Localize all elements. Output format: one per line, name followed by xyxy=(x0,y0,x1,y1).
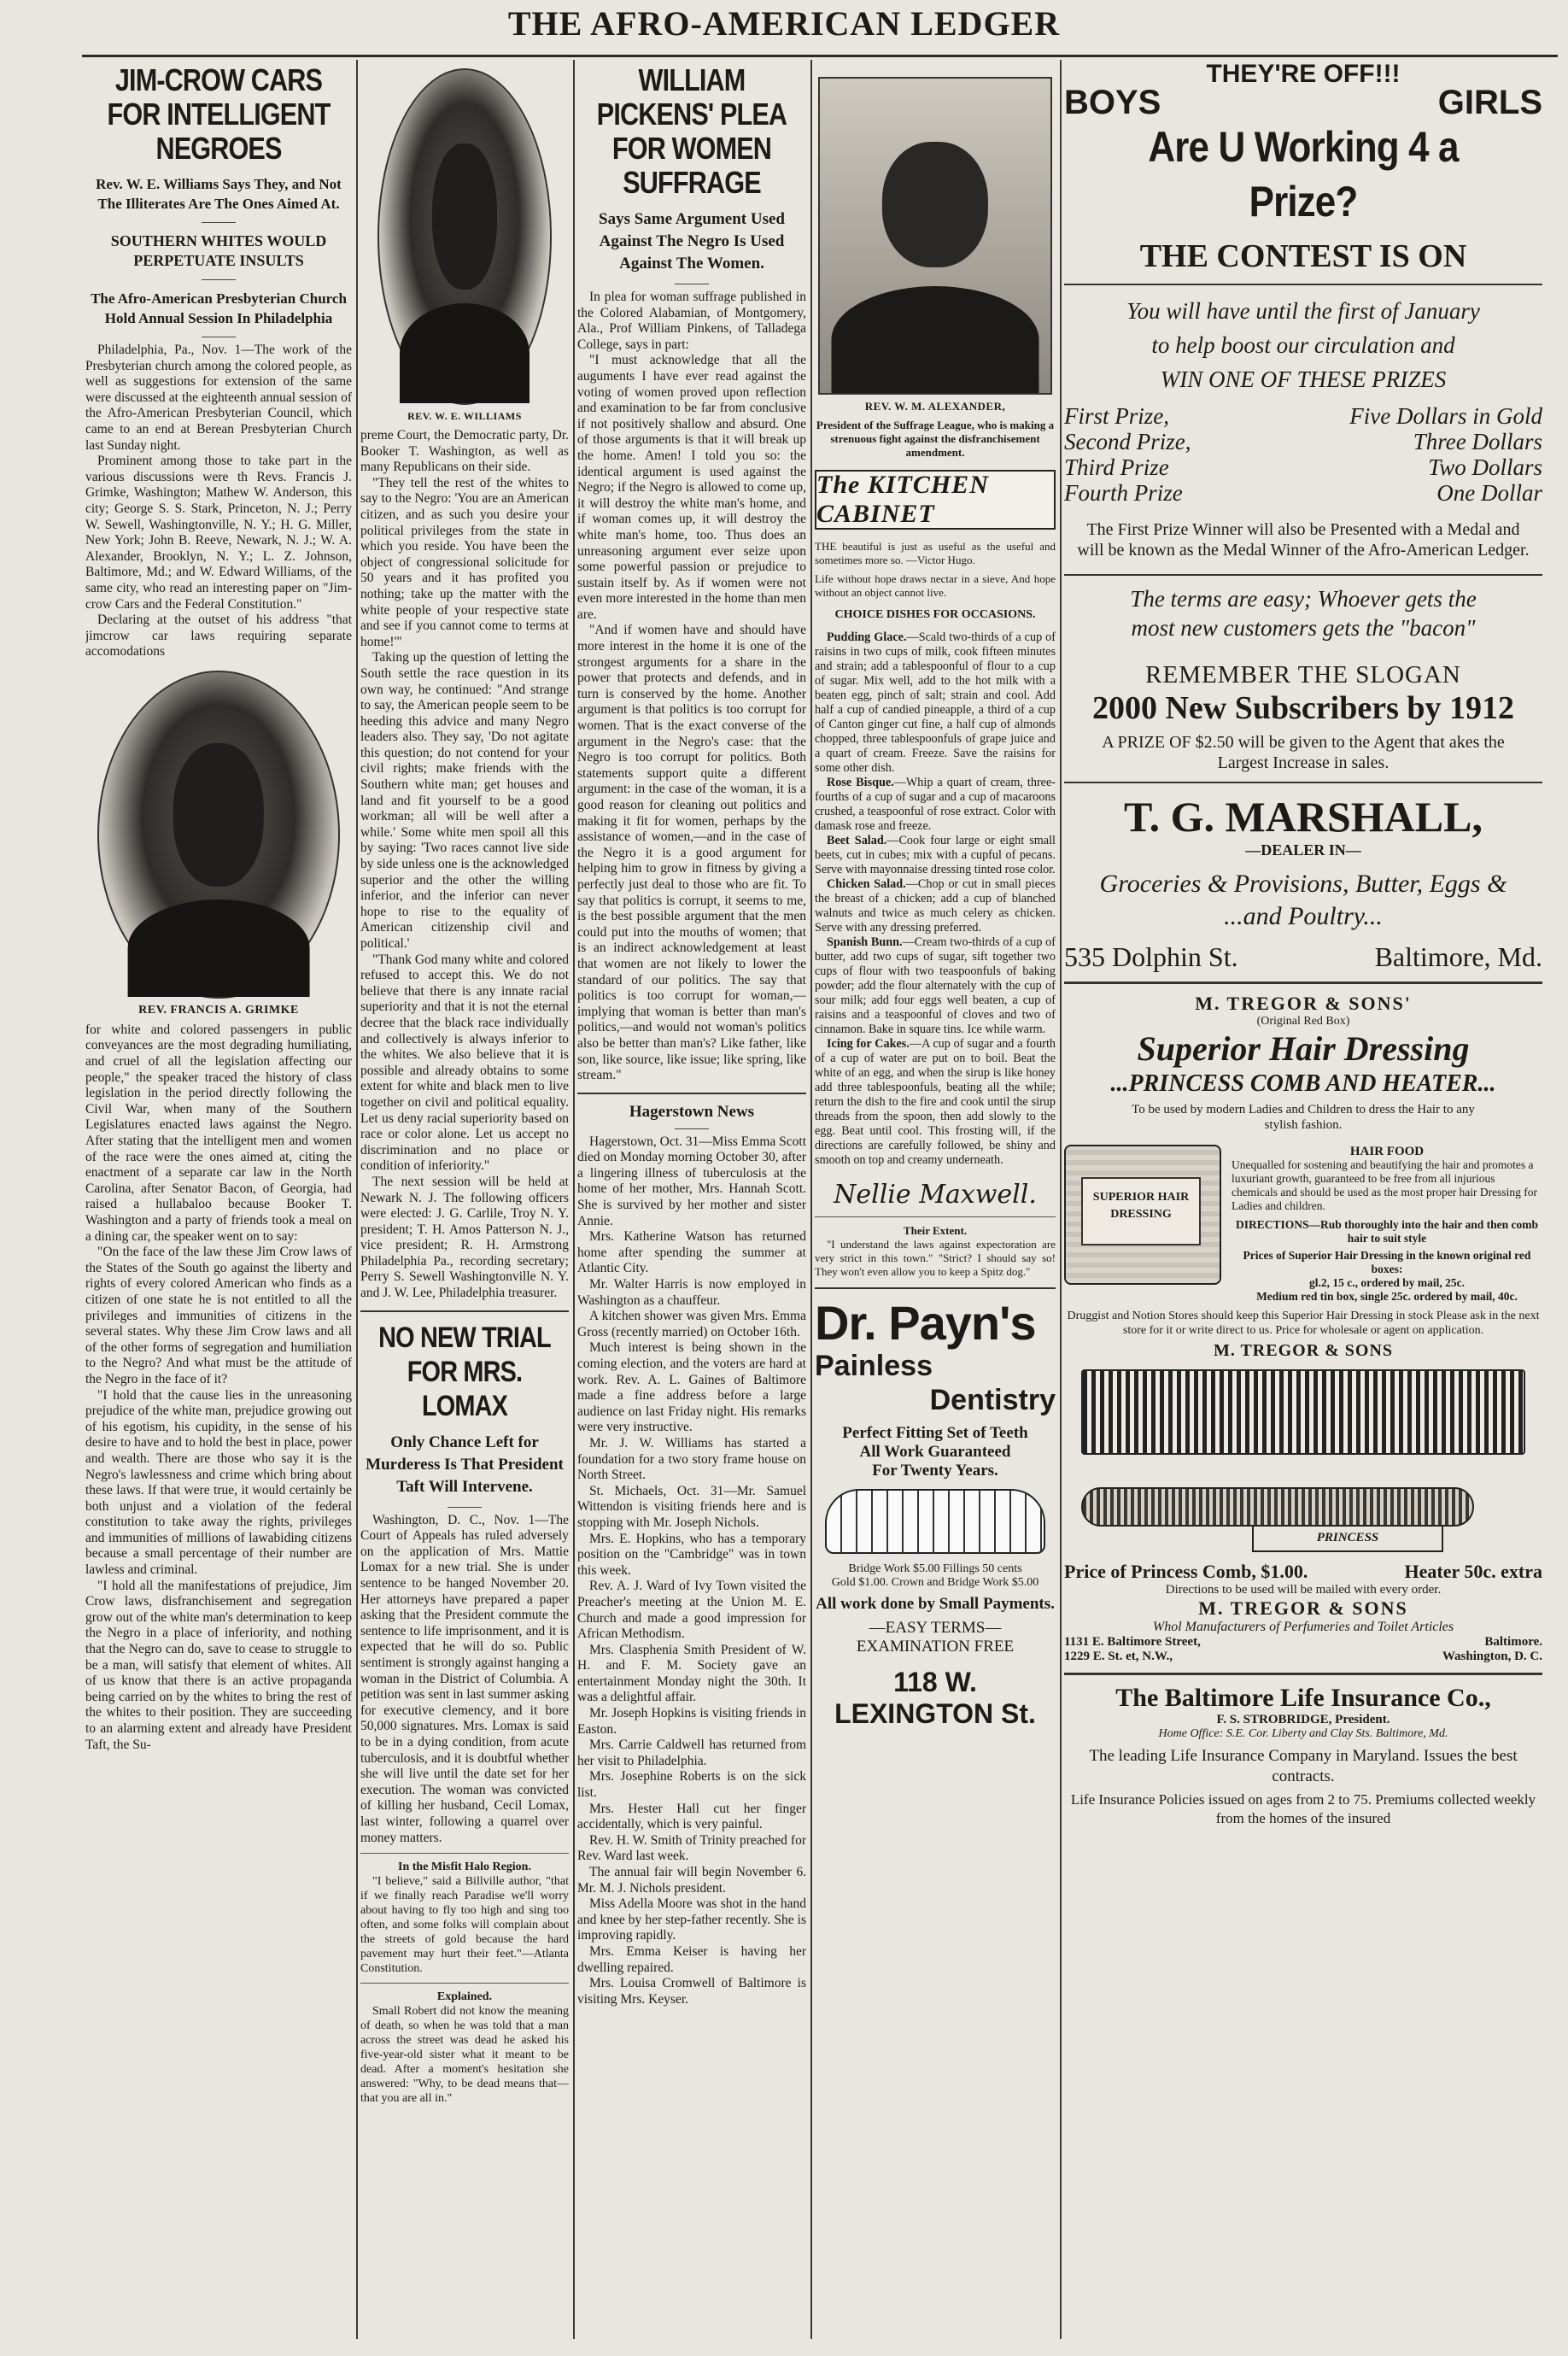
medal-text: The First Prize Winner will also be Presented with a Medal and will be known as the Medal Winner of the Afro-American Ledger. xyxy=(1077,520,1530,560)
paragraph: The next session will be held at Newark N. J. The following officers were elected: J. G. Carlile, Troy N. Y. president; T. H. Amos Patterson N. J., vice president; R. H. Armstrong Philadelphia Pa., recording secretary; Perry S. Sewell Washingtonville N. Y. and J. W. Lee, Philadelphia treasurer. xyxy=(360,1174,569,1301)
headline-lomax: NO NEW TRIAL FOR MRS. LOMAX xyxy=(378,1321,551,1422)
recipe xyxy=(815,834,1056,877)
portrait-face xyxy=(432,144,497,290)
news-item: St. Michaels, Oct. 31—Mr. Samuel Wittendon is visiting friends here and is stopping with Mr. Joseph Nichols. xyxy=(577,1483,806,1530)
prize-row xyxy=(1064,429,1542,454)
tregor-name-3: M. TREGOR & SONS xyxy=(1198,1597,1408,1619)
paragraph: "They tell the rest of the whites to say to the Negro: 'You are an American citizen, and as such you desire your political privileges from the state in which you reside. You have been the object of congressional solicitude for 50 years and it has profited you nothing; take up the matter with the white people of your respective state and see if you cannot come to terms at home!'" xyxy=(360,475,569,649)
marshall-goods: Groceries & Provisions, Butter, Eggs & xyxy=(1099,870,1507,898)
column-3 xyxy=(577,60,806,2339)
portrait-alexander xyxy=(818,77,1052,395)
masthead: THE AFRO-AMERICAN LEDGER xyxy=(507,4,1061,43)
prize-label: Fourth Prize xyxy=(1064,480,1183,506)
address-city: Washington, D. C. xyxy=(1442,1650,1542,1663)
news-item: Mr. J. W. Williams has started a foundation for a two story frame house on North Street. xyxy=(577,1435,806,1483)
heater-illustration xyxy=(1081,1463,1525,1552)
hair-food-block xyxy=(1064,1145,1542,1304)
column-rule xyxy=(1060,60,1062,2339)
balt-life-name: The Baltimore Life Insurance Co., xyxy=(1115,1684,1491,1712)
balt-life-leading: The leading Life Insurance Company in Maryland. Issues the best contracts. xyxy=(1089,1747,1518,1785)
comb-price: Price of Princess Comb, $1.00. xyxy=(1064,1561,1308,1582)
news-item: Mrs. Emma Keiser is having her dwelling repaired. xyxy=(577,1943,806,1975)
divider xyxy=(448,1507,482,1508)
recipe-text: —Chop or cut in small pieces the breast of a chicken; add a cup of blanched walnuts and twice as much celery as chicken. Serve with any dressing preferred. xyxy=(815,877,1056,935)
comb-illustration xyxy=(1081,1369,1525,1455)
headline-jim-crow: JIM-CROW CARS FOR INTELLIGENT NEGROES xyxy=(107,62,331,166)
prize-label: Third Prize xyxy=(1064,454,1169,480)
ad-line: All Work Guaranteed xyxy=(859,1443,1011,1461)
prize-row xyxy=(1064,480,1542,506)
kitchen-cabinet-body xyxy=(815,540,1056,600)
remember-slogan: REMEMBER THE SLOGAN xyxy=(1145,661,1461,689)
paragraph: Prominent among those to take part in the various discussions were th Revs. Francis J. Grimke, Washington; Mathew W. Anderson, this city; George S. S. Stark, Princeton, N. J.; Perry W. Sewell, Washingtonville, N. Y.; H. G. Miller, New York; John B. Reeve, Newark, N. J.; W. A. Alexander, Brooklyn, N. Y.; L. Z. Johnson, Baltimore, Md.; and W. Edward Williams, of the same city, who read an interesting paper on "Jim-crow Cars and the Federal Constitution." xyxy=(85,454,352,612)
comb-prices xyxy=(1064,1561,1542,1583)
portrait-face xyxy=(882,142,988,267)
teeth-illustration xyxy=(825,1489,1045,1554)
address-street: 1131 E. Baltimore Street, xyxy=(1064,1635,1201,1649)
marshall-poultry: ...and Poultry... xyxy=(1224,902,1383,930)
address-street: 535 Dolphin St. xyxy=(1064,941,1238,972)
article-body xyxy=(85,343,352,660)
tregor-redbox: (Original Red Box) xyxy=(1256,1015,1350,1028)
news-item: Miss Adella Moore was shot in the hand and knee by her step-father recently. She is improving rapidly. xyxy=(577,1896,806,1943)
ad-painless: Painless xyxy=(815,1350,933,1382)
paragraph: "On the face of the law these Jim Crow laws of the States of the South go against the liberty and rights of every colored American who finds as a citizen of one state he is not entitled to all the privileges and immunities of citizens in the several states. Why these Jim Crow laws and all of the other forms of segregation and humiliation to the Negro? And what must be the attitude of the Negro in the face of it? xyxy=(85,1245,352,1386)
hair-food-title: HAIR FOOD xyxy=(1349,1145,1425,1158)
news-item: Mrs. Josephine Roberts is on the sick list. xyxy=(577,1769,806,1801)
ad-marshall xyxy=(1064,792,1542,973)
caption-grimke: REV. FRANCIS A. GRIMKE xyxy=(138,1003,299,1017)
girls-label: GIRLS xyxy=(1437,84,1542,121)
item-title: Their Extent. xyxy=(903,1224,968,1237)
paragraph: "I must acknowledge that all the auguments I have ever read against the voting of women proved upon reflection and examination to be far from conclusive if not positively shallow and absurd. One of those arguments is that it will break up the home. Amen! I told you so: the identical argument is used against the Negro; if the Negro is allowed to come up, it will destroy the white man's home, and if woman comes up, it will destroy the white man's home, too. Thus does an unreasoning argument ever seize upon some powerful passion or prejudice to sustain itself by. As if women were not even more interested in the home than men are. xyxy=(577,353,806,622)
portrait-grimke xyxy=(97,671,340,999)
item-title: Explained. xyxy=(436,1990,493,2004)
article-body-continued xyxy=(85,1023,352,1753)
theyre-off: THEY'RE OFF!!! xyxy=(1206,60,1401,88)
item-title: In the Misfit Halo Region. xyxy=(398,1861,531,1874)
heater-bar xyxy=(1081,1487,1474,1527)
ad-tregor xyxy=(1064,993,1542,1664)
divider xyxy=(1064,284,1542,285)
deck-presbyterian: The Afro-American Presbyterian Church Hold Annual Session In Philadelphia xyxy=(91,290,347,326)
ad-line: All work done by Small Payments. xyxy=(816,1595,1055,1613)
filler-item xyxy=(360,2004,569,2106)
marshall-name: T. G. MARSHALL, xyxy=(1124,793,1483,841)
ad-baltimore-life xyxy=(1064,1684,1542,1828)
prices-line: Medium red tin box, single 25c. ordered by mail, 40c. xyxy=(1256,1290,1518,1303)
paragraph: In plea for woman suffrage published in the Colored Alabamian, of Montgomery, Ala., Prof William Pinkens, of Talladega College, says in part: xyxy=(577,290,806,352)
prices-title: Prices of Superior Hair Dressing in the known original red boxes: xyxy=(1243,1249,1531,1275)
divider xyxy=(577,1093,806,1094)
quote-hugo: THE beautiful is just as useful as the useful and sometimes more so. —Victor Hugo. xyxy=(815,540,1056,566)
recipe-title: Icing for Cakes. xyxy=(827,1037,910,1051)
prize-value: Two Dollars xyxy=(1428,454,1542,480)
contest-text: You will have until the first of January xyxy=(1126,298,1480,324)
prices-line: gl.2, 15 c., ordered by mail, 25c. xyxy=(1309,1276,1465,1289)
contest-text: WIN ONE OF THESE PRIZES xyxy=(1160,366,1447,392)
terms-text: most new customers gets the "bacon" xyxy=(1131,615,1476,641)
working-headline: Are U Working 4 a Prize? xyxy=(1148,123,1459,226)
paragraph: Philadelphia, Pa., Nov. 1—The work of the Presbyterian church among the colored people, as well as suggestions for extension of the same were discussed at the eighteenth annual session of the Afro-American Presbyterian Council, which came to an end at Berean Presbyterian Church last Sunday night. xyxy=(85,343,352,453)
tregor-name-2: M. TREGOR & SONS xyxy=(1213,1341,1394,1360)
headline-pickens: WILLIAM PICKENS' PLEA FOR WOMEN SUFFRAGE xyxy=(596,62,787,200)
subscribers-slogan: 2000 New Subscribers by 1912 xyxy=(1091,690,1515,726)
paragraph: Small Robert did not know the meaning of death, so when he was told that a man across the street was dead he asked his five-year-old sister what it meant to be dead. After a moment's hesitation she answered: "Why, to be dead means that—that you are all in." xyxy=(360,2005,569,2106)
address-city: Baltimore. xyxy=(1484,1635,1542,1649)
hair-dressing-jar-illustration xyxy=(1064,1145,1221,1285)
prize-row xyxy=(1064,454,1542,480)
contest-headline: THE CONTEST IS ON xyxy=(1139,238,1467,274)
deck-lomax: Only Chance Left for Murderess Is That President Taft Will Intervene. xyxy=(366,1433,564,1496)
portrait-face xyxy=(173,743,264,886)
divider xyxy=(360,1310,569,1312)
news-item: Mrs. Louisa Cromwell of Baltimore is visiting Mrs. Keyser. xyxy=(577,1976,806,2007)
news-item: Rev. A. J. Ward of Ivy Town visited the Preacher's meeting at the Union M. E. Church and made a good impression for African Methodism. xyxy=(577,1579,806,1642)
paragraph: preme Court, the Democratic party, Dr. Booker T. Washington, as well as many Republicans on their side. xyxy=(360,428,569,475)
news-item: Mrs. Carrie Caldwell has returned from her visit to Philadelphia. xyxy=(577,1738,806,1768)
news-item: A kitchen shower was given Mrs. Emma Gross (recently married) on October 16th. xyxy=(577,1309,806,1339)
prize-label: First Prize, xyxy=(1064,403,1170,429)
heater-price: Heater 50c. extra xyxy=(1404,1561,1542,1582)
news-item: Mr. Joseph Hopkins is visiting friends in Easton. xyxy=(577,1706,806,1737)
paragraph: Declaring at the outset of his address "that jimcrow car laws requiring separate accomodations xyxy=(85,612,352,659)
paragraph: "I hold that the cause lies in the unreasoning prejudice of the white man, prejudice growing out of his egotism, his cupidity, in the sense of his desire to have and to hold the best in place, power and wealth. There are those who say it is the Negro's lawlessness and crime which bring about these laws. If that were true, it would certainly be both unjust and a violation of the federal constitution to take away the rights, privileges and immunities of millions of lawabiding citizens because a small percentage of their number are lawless and criminal. xyxy=(85,1387,352,1578)
article-body xyxy=(577,290,806,1084)
heater-stand: PRINCESS xyxy=(1252,1527,1443,1552)
tregor-princess: ...PRINCESS COMB AND HEATER... xyxy=(1110,1070,1496,1097)
news-item: Mrs. E. Hopkins, who has a temporary position on the "Cambridge" was in town this week. xyxy=(577,1531,806,1578)
recipe-title: Rose Bisque. xyxy=(827,776,894,789)
ad-dr-payn xyxy=(815,1298,1056,1730)
prize-list xyxy=(1064,403,1542,506)
divider xyxy=(1064,982,1542,984)
recipe-text: —A cup of sugar and a fourth of a cup of water are put on to boil. Beat the white of an egg, and when the sirup is like honey add three tablespoonfuls, beating all the while; return the dish to the fire and cook until the sirup threads from the spoon, then add slowly to the egg. Beat until cool. This frosting will, if the directions are carefully followed, be shiny and smooth on top and creamy underneath. xyxy=(815,1037,1056,1167)
article-body-continued xyxy=(360,428,569,1302)
news-item: Mrs. Katherine Watson has returned home after spending the summer at Atlantic City. xyxy=(577,1229,806,1276)
recipe xyxy=(815,1037,1056,1168)
news-items xyxy=(577,1134,806,2008)
ad-prices: Bridge Work $5.00 Fillings 50 cents xyxy=(848,1562,1022,1575)
ad-prices: Gold $1.00. Crown and Bridge Work $5.00 xyxy=(831,1576,1039,1589)
news-item: Mrs. Clasphenia Smith President of W. H. and F. M. Society gave an entertainment Monday night the 30th. It was a delightful affair. xyxy=(577,1642,806,1705)
marshall-address xyxy=(1064,941,1542,973)
contest-text: to help boost our circulation and xyxy=(1151,332,1455,358)
hair-food-directions: DIRECTIONS—Rub thoroughly into the hair and then comb hair to suit style xyxy=(1236,1218,1538,1245)
balt-life-policies: Life Insurance Policies issued on ages from 2 to 75. Premiums collected weekly from the homes of the insured xyxy=(1070,1791,1536,1826)
paragraph: "And if women have and should have more interest in the home it is one of the strongest arguments for a share in the power that protects and defends, and in turn is conserved by the home. Another argument is that politics is too corrupt for women. That is the exact converse of the argument in the Negro's case: that the Negro is too corrupt for politics. Both statements support quite a different argument: in the case of the woman, it is a good reason for cleaning out politics and making it fit for women, perhaps by the assistance of women,—and in the case of the Negro it is a good argument for helping him to grow in fitness by giving a perfectly just deal to those who are fit. To say that politics is corrupt, it seems to me, is the best possible argument that the men could put into the mouths of women; that is an indirect acknowledgement at least that women are not likely to lower the standard of our politics. The say that politics is too corrupt for woman,—implying that woman is better than man's politics,—and would not woman's politics also be better than man's? Like father, like son, like source, like issue; like spring, like stream." xyxy=(577,623,806,1083)
portrait-body xyxy=(128,900,310,997)
news-item: Hagerstown, Oct. 31—Miss Emma Scott died on Monday morning October 30, after a lingering illness of tuberculosis at the home of her mother, Mrs. Hannah Scott. She is survived by her mother and sister Annie. xyxy=(577,1134,806,1228)
divider xyxy=(675,1128,709,1129)
column-rule xyxy=(810,60,812,2339)
recipes xyxy=(815,630,1056,1168)
prize-value: One Dollar xyxy=(1436,480,1542,506)
recipe-text: —Whip a quart of cream, three-fourths of a cup of sugar and a cup of macaroons crushed, a teaspoonful of rose extract. Color with damask rose and freeze. xyxy=(815,776,1056,833)
ad-line: —EASY TERMS— xyxy=(869,1619,1002,1637)
divider xyxy=(815,1216,1056,1217)
portrait-body xyxy=(832,286,1039,393)
news-item: Rev. H. W. Smith of Trinity preached for Rev. Ward last week. xyxy=(577,1832,806,1864)
paragraph: Taking up the question of letting the South settle the race question in its own way, he continued: "And strange to say, the American people seem to be heeding this advice and many Negro leaders also. They say, 'Do not agitate this question; do not contend for your civil rights; make friends with the Southern white man; get houses and land and fit yourself to be a good workman; all will be well after a while.' Some white men spoil all this by saying: 'Two races cannot live side by side unless one is the acknowledged superior and the other the willing inferior, and the inferior can never hope to rise to the equality of American citizenship civil and political.' xyxy=(360,650,569,951)
recipe xyxy=(815,935,1056,1037)
address-street: 1229 E. St. et, N.W., xyxy=(1064,1650,1173,1663)
article-body xyxy=(360,1513,569,1846)
filler-item xyxy=(360,1874,569,1976)
column-5-ads xyxy=(1064,60,1542,2339)
column-rule xyxy=(573,60,575,2339)
ad-dr-payn-name: Dr. Payn's xyxy=(815,1296,1036,1350)
deck-williams: Rev. W. E. Williams Says They, and Not The Illiterates Are The Ones Aimed At. xyxy=(96,176,342,212)
druggist-text: Druggist and Notion Stores should keep this Superior Hair Dressing in stock Please ask in the next store for it or write direct to us. Price for wholesale or agent on application. xyxy=(1067,1310,1540,1337)
directions-mail: Directions to be used will be mailed with every order. xyxy=(1165,1583,1442,1597)
jar-label: SUPERIOR HAIR DRESSING xyxy=(1081,1177,1201,1245)
recipe-text: —Cook four large or eight small beets, cut in cubes; mix with a cupful of pecans. Serve with mayonnaise dressing tinted rose color. xyxy=(815,834,1056,876)
tregor-ladies: To be used by modern Ladies and Children to dress the Hair to any stylish fashion. xyxy=(1132,1103,1475,1132)
tregor-wholesale: Whol Manufacturers of Perfumeries and Toilet Articles xyxy=(1152,1620,1454,1634)
news-item: Much interest is being shown in the coming election, and the voters are hard at work. Rev. A. L. Gaines of Baltimore made a fine address before a large audience on last Friday night. His remarks were very instructive. xyxy=(577,1340,806,1435)
tregor-address-1 xyxy=(1064,1635,1542,1650)
divider xyxy=(202,279,236,280)
balt-life-office: Home Office: S.E. Cor. Liberty and Clay Sts. Baltimore, Md. xyxy=(1158,1727,1448,1740)
recipe-title: Spanish Bunn. xyxy=(827,935,903,949)
ad-line: Perfect Fitting Set of Teeth xyxy=(842,1424,1028,1442)
ad-contest xyxy=(1064,60,1542,773)
ad-line: EXAMINATION FREE xyxy=(856,1638,1015,1656)
ad-line: For Twenty Years. xyxy=(872,1462,998,1480)
boys-girls-row xyxy=(1064,85,1542,120)
paragraph: for white and colored passengers in public conveyances are the most degrading humiliating, and cruel of all the legislation affecting our people," the speaker traced the history of class legislation in the period directly following the Civil War, when many of the Southern Legislatures enacted laws against the Negro. After stating that the intelligent men and women of the race were the ones aimed at, citing the enactment of a separate car law in the North Carolina, after Senator Bacon, of Georgia, had raised a hullabaloo because Booker T. Washington and a party of friends took a meal on a dining car, the speaker went on to say: xyxy=(85,1022,352,1244)
marshall-dealer: —DEALER IN— xyxy=(1245,841,1361,859)
masthead-rule xyxy=(82,55,1558,57)
divider xyxy=(815,1287,1056,1289)
news-item: Mrs. Hester Hall cut her finger accidentally, which is very painful. xyxy=(577,1801,806,1832)
deck-southern-whites: SOUTHERN WHITES WOULD PERPETUATE INSULTS xyxy=(110,232,327,269)
paragraph: "I believe," said a Billville author, "that if we finally reach Paradise we'll worry about having to fly too high and sing too often, and some folks will complain about the streets of gold because the hard pavement may hurt their feet."—Atlanta Constitution. xyxy=(360,1875,569,1976)
prize-row xyxy=(1064,403,1542,429)
divider xyxy=(360,1983,569,1984)
column-rule xyxy=(356,60,358,2339)
column-2 xyxy=(360,60,569,2339)
quote-hope: Life without hope draws nectar in a sieve, And hope without an object cannot live. xyxy=(815,572,1056,599)
recipe xyxy=(815,776,1056,834)
tregor-superior: Superior Hair Dressing xyxy=(1137,1029,1470,1068)
caption-williams: REV. W. E. WILLIAMS xyxy=(407,410,522,422)
boys-label: BOYS xyxy=(1064,84,1161,121)
prize-value: Three Dollars xyxy=(1413,429,1542,454)
divider xyxy=(202,222,236,223)
divider xyxy=(360,1853,569,1854)
recipe xyxy=(815,630,1056,776)
agent-prize: A PRIZE OF $2.50 will be given to the Agent that akes the Largest Increase in sales. xyxy=(1102,733,1505,772)
ad-address: 118 W. LEXINGTON St. xyxy=(834,1667,1036,1729)
hair-food-text xyxy=(1232,1145,1542,1304)
paragraph: "I understand the laws against expectoration are very strict in this town." "Strict? I should say so! They won't even allow you to keep a Spitz dog." xyxy=(815,1238,1056,1278)
deck-pickens: Says Same Argument Used Against The Negro Is Used Against The Women. xyxy=(599,210,785,273)
paragraph: Washington, D. C., Nov. 1—The Court of Appeals has ruled adversely on the application of Mrs. Mattie Lomax for a new trial. She is under sentence to be hanged November 20. Her attorneys have prepared a paper asking that the President commute the sentence to life imprisonment, and it is expected that he will do so. Public sentiment is strongly against hanging a woman in the District of Columbia. A petition was sent in last summer asking for executive clemency, and it bore 50,000 signatures. Mrs. Lomax is said to be in a dying condition, from acute tuberculosis, and it is doubtful whether she will live until the date set for her execution. The woman was convicted of killing her husband, Cecil Lomax, last winter, following a quarrel over money matters. xyxy=(360,1512,569,1845)
recipe-text: —Cream two-thirds of a cup of butter, add two cups of sugar, sift together two cups of flour with two teaspoonfuls of baking powder; add the flour alternately with the cup of sour milk; add four eggs well beaten, a cup of raisins and a teaspoonful of cloves and two of cinnamon. Bake in square tins. Ice while warm. xyxy=(815,935,1056,1036)
paragraph: "Thank God many white and colored refused to accept this. We do not believe that there is any innate racial superiority and that it is not the eternal decree that the black race individually and collectively is always inferior to the whites. We also believe that it is possible and already obtains to some extent for white and black men to live together on civil and political equality. Let us deny racial superiority based on race or color alone. Let us accept no discrimination and no place or condition of inferiority." xyxy=(360,952,569,1174)
news-item: The annual fair will begin November 6. Mr. M. J. Nichols president. xyxy=(577,1865,806,1896)
recipe-title: Pudding Glace. xyxy=(827,630,907,644)
terms-text: The terms are easy; Whoever gets the xyxy=(1130,586,1477,612)
news-item: Mr. Walter Harris is now employed in Washington as a chauffeur. xyxy=(577,1277,806,1308)
column-4 xyxy=(815,60,1056,2339)
address-city: Baltimore, Md. xyxy=(1374,941,1542,972)
recipe-title: Chicken Salad. xyxy=(827,877,906,891)
recipe-title: Beet Salad. xyxy=(827,834,887,847)
kitchen-cabinet-banner: The KITCHEN CABINET xyxy=(815,470,1056,530)
column-1 xyxy=(85,60,352,2339)
caption-alexander: REV. W. M. ALEXANDER, xyxy=(864,400,1006,413)
balt-life-president: F. S. STROBRIDGE, President. xyxy=(1216,1713,1390,1726)
signature: Nellie Maxwell. xyxy=(834,1180,1037,1210)
ad-dentistry: Dentistry xyxy=(929,1384,1056,1416)
hair-food-desc: Unequalled for sostening and beautifying the hair and promotes a luxuriant growth, guaranteed to be free from all injurious chemicals and should be used as the most proper hair Dressing for Ladies and children. xyxy=(1232,1158,1538,1212)
paragraph: "I hold all the manifestations of prejudice, Jim Crow laws, disfranchisement and segregation grow out of the white man's determination to keep the Negro in a place of inferiority, and nothing that the Negro can do, save to cease to struggle to be a man, will satisfy that element of whites. All of us know that there is an active propaganda being carried on by the whites to bring the rest of the whites to their position. They are succeeding to an alarming extent and already have President Taft, the Su- xyxy=(85,1578,352,1752)
recipes-heading: CHOICE DISHES FOR OCCASIONS. xyxy=(834,608,1036,621)
recipe xyxy=(815,877,1056,935)
prize-label: Second Prize, xyxy=(1064,429,1191,454)
subhead-hagerstown: Hagerstown News xyxy=(629,1102,755,1121)
divider xyxy=(1064,1673,1542,1675)
divider xyxy=(1064,574,1542,576)
tregor-name: M. TREGOR & SONS' xyxy=(1195,993,1412,1014)
prize-value: Five Dollars in Gold xyxy=(1349,403,1542,429)
recipe-text: —Scald two-thirds of a cup of raisins in two cups of milk, cook fifteen minutes and strain; add a tablespoonful of flour to a cup of sugar. Mix well, add to the hot milk with a beaten egg, pinch of salt; strain and cool. Add half a cup of candied pineapple, a third of a cup of Canton ginger cut fine, a half cup of almonds chopped, three tablespoonfuls of grape juice and a quart of cream. Freeze. Save the raisins for some other dish. xyxy=(815,630,1056,775)
tregor-address-2 xyxy=(1064,1650,1542,1664)
portrait-body xyxy=(400,303,529,403)
divider xyxy=(1064,782,1542,783)
filler-item xyxy=(815,1238,1056,1279)
portrait-williams xyxy=(377,68,552,405)
caption-alexander-sub: President of the Suffrage League, who is making a strenuous fight against the disfranchisement amendment. xyxy=(816,419,1055,459)
